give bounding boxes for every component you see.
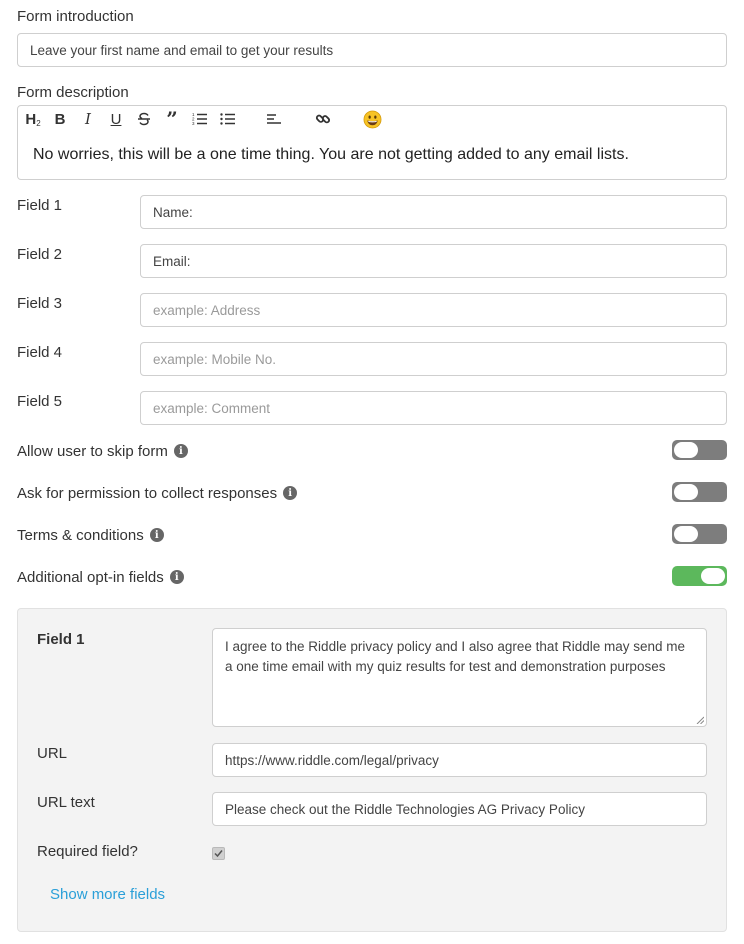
- strikethrough-icon[interactable]: [134, 109, 154, 129]
- allow-skip-form-label: Allow user to skip form: [17, 442, 168, 460]
- ordered-list-icon[interactable]: [190, 109, 210, 129]
- italic-icon[interactable]: I: [85, 110, 91, 128]
- required-field-label: Required field?: [37, 843, 138, 860]
- optin-field-1-label: Field 1: [37, 631, 85, 648]
- quote-icon[interactable]: ”: [166, 107, 178, 131]
- info-icon[interactable]: i: [174, 444, 188, 458]
- link-icon[interactable]: [313, 109, 333, 129]
- additional-optin-label: Additional opt-in fields: [17, 568, 164, 586]
- additional-optin-row: [17, 567, 184, 587]
- rich-text-toolbar: [17, 105, 727, 132]
- toggle-knob: [701, 568, 725, 584]
- ask-permission-toggle[interactable]: [672, 482, 727, 502]
- allow-skip-form-toggle[interactable]: [672, 440, 727, 460]
- info-icon[interactable]: i: [283, 486, 297, 500]
- info-icon[interactable]: i: [170, 570, 184, 584]
- emoji-icon[interactable]: [362, 109, 382, 129]
- resize-handle-icon[interactable]: [696, 716, 704, 724]
- field-2-label: Field 2: [17, 246, 63, 263]
- svg-text:1: 1: [192, 112, 195, 117]
- ask-permission-label: Ask for permission to collect responses: [17, 484, 278, 502]
- field-1-label: Field 1: [17, 197, 63, 214]
- toggle-knob: [674, 526, 698, 542]
- field-5-label: Field 5: [17, 393, 63, 410]
- url-text-input[interactable]: Please check out the Riddle Technologies AG Privacy Policy: [212, 792, 707, 826]
- svg-text:3: 3: [192, 121, 195, 126]
- form-description-label: Form description: [17, 84, 129, 101]
- align-left-icon[interactable]: [264, 109, 284, 129]
- required-field-checkbox[interactable]: [212, 847, 225, 860]
- checkmark-icon: [214, 849, 223, 858]
- toggle-knob: [674, 442, 698, 458]
- terms-conditions-toggle[interactable]: [672, 524, 727, 544]
- field-3-label: Field 3: [17, 295, 63, 312]
- form-introduction-label: Form introduction: [17, 8, 134, 25]
- heading-icon[interactable]: H 2: [25, 110, 41, 128]
- form-introduction-input[interactable]: Leave your first name and email to get your results: [17, 33, 727, 67]
- field-3-input[interactable]: example: Address: [140, 293, 727, 327]
- field-5-input[interactable]: example: Comment: [140, 391, 727, 425]
- ask-permission-row: [17, 483, 297, 503]
- optin-field-1-text: I agree to the Riddle privacy policy and I also agree that Riddle may send me a one time email with my quiz results for test and demonstration purposes: [225, 639, 686, 674]
- show-more-fields-link[interactable]: Show more fields: [50, 886, 166, 903]
- svg-text:2: 2: [192, 116, 195, 122]
- bold-icon[interactable]: B: [54, 110, 66, 128]
- underline-icon[interactable]: U: [110, 110, 122, 128]
- url-text-label: URL text: [37, 794, 95, 811]
- terms-conditions-row: [17, 525, 164, 545]
- field-4-input[interactable]: example: Mobile No.: [140, 342, 727, 376]
- form-description-editor[interactable]: No worries, this will be a one time thing. You are not getting added to any email lists.: [17, 131, 727, 180]
- allow-skip-form-row: [17, 441, 188, 461]
- additional-optin-toggle[interactable]: [672, 566, 727, 586]
- toggle-knob: [674, 484, 698, 500]
- field-2-input[interactable]: Email:: [140, 244, 727, 278]
- field-1-input[interactable]: Name:: [140, 195, 727, 229]
- terms-conditions-label: Terms & conditions: [17, 526, 144, 544]
- bullet-list-icon[interactable]: [218, 109, 238, 129]
- optin-field-1-textarea[interactable]: [212, 628, 707, 727]
- url-input[interactable]: https://www.riddle.com/legal/privacy: [212, 743, 707, 777]
- field-4-label: Field 4: [17, 344, 63, 361]
- url-label: URL: [37, 745, 68, 762]
- info-icon[interactable]: i: [150, 528, 164, 542]
